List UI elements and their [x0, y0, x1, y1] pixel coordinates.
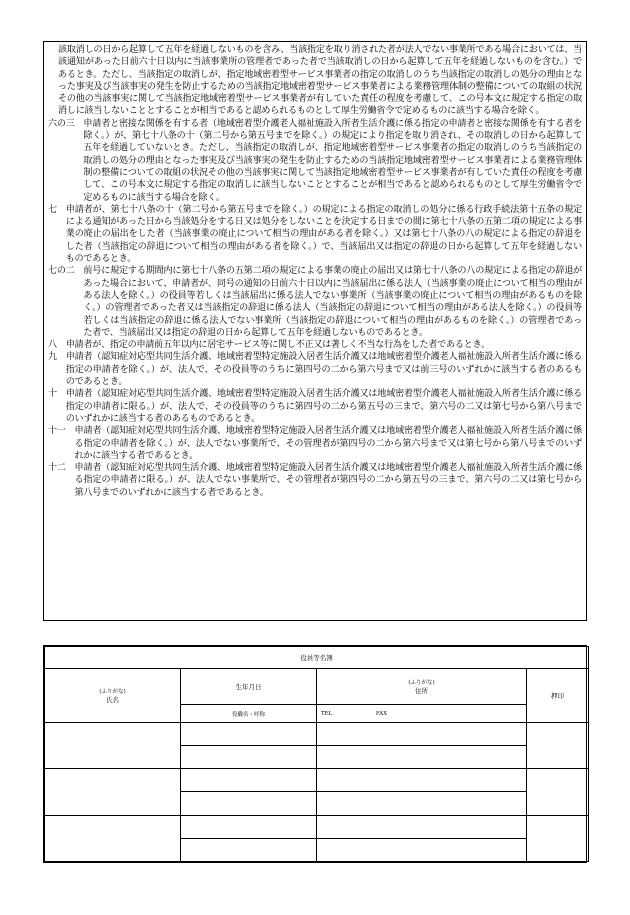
item-text: 申請者（認知症対応型共同生活介護、地域密着型特定施設入居者生活介護又は地域密着型介護老人福祉施設入所者生活介護に係る指定の申請者に限る。）が、法人でない事業所で、その管理者が第四号の二から第五号の三まで、第六号の二又は第七号から第八号までのいずれかに該当する者であるとき。	[74, 463, 582, 498]
item-text: 申請者（認知症対応型共同生活介護、地域密着型特定施設入居者生活介護又は地域密着型介護老人福祉施設入所者生活介護に係る指定の申請者を除く。）が、法人でない事業所で、その管理者が第四号の二から第六号まで又は第七号から第八号までのいずれかに該当する者であるとき。	[74, 426, 582, 461]
officer-seal-cell[interactable]	[527, 815, 589, 861]
officer-name-cell[interactable]	[45, 769, 181, 815]
officer-row	[45, 769, 589, 792]
address-label: 住所	[415, 687, 428, 695]
item-text: 申請者が、指定の申請前五年以内に居宅サービス等に関し不正又は著しく不当な行為をした者であるとき。	[65, 340, 490, 351]
item-number: 七の二	[48, 266, 84, 277]
officer-birthdate-cell[interactable]	[181, 723, 317, 746]
item-text: 申請者（認知症対応型共同生活介護、地域密着型特定施設入居者生活介護又は地域密着型介護老人福祉施設入所者生活介護に係る指定の申請者に限る。）が、法人で、その役員等のうちに第四号の二から第五号の三まで、第六号の二又は第七号から第八号までのいずれかに該当する者のあるものであるとき。	[65, 389, 582, 424]
officer-address-cell[interactable]	[317, 723, 527, 746]
name-label: 氏名	[106, 696, 119, 704]
item-text: 申請者（認知症対応型共同生活介護、地域密着型特定施設入居者生活介護又は地域密着型介護老人福祉施設入所者生活介護に係る指定の申請者を除く。）が、法人で、その役員等のうちに第四号の二から第六号まで又は前三号のいずれかに該当する者のあるものであるとき。	[65, 352, 582, 388]
officer-address-cell[interactable]	[317, 815, 527, 838]
requirement-item	[48, 351, 582, 388]
tel-label: TEL	[321, 710, 333, 717]
item-text: 申請者が、第七十八条の十（第二号から第五号までを除く。）の規定による指定の取消しの処分に係る行政手続法第十五条の規定による通知があった日から当該処分をする日又は処分をしないことを決定する日までの間に第七十八条の五第二項の規定による事業の廃止の届出をした者（当該事業の廃止について相当の理由がある者を除く。）又は第七十八条の八の規定による指定の辞退をした者（当該指定の辞退について相当の理由がある者を除く。）で、当該届出又は指定の辞退の日から起算して五年を経過しないものであるとき。	[65, 204, 582, 265]
officer-name-cell[interactable]	[45, 815, 181, 861]
tel-fax-header	[317, 705, 527, 723]
officer-row	[45, 723, 589, 746]
name-furigana: (ふりがな)	[99, 689, 126, 695]
item-number: 七	[48, 204, 66, 215]
officer-birthdate-cell[interactable]	[181, 815, 317, 838]
requirement-item	[48, 425, 582, 462]
requirement-item	[48, 204, 582, 265]
officer-birthdate-cell[interactable]	[181, 769, 317, 792]
name-header	[45, 669, 181, 723]
officer-telfax-cell[interactable]	[317, 838, 527, 861]
requirement-item	[48, 339, 582, 351]
officer-telfax-cell[interactable]	[317, 746, 527, 769]
fax-label: FAX	[375, 710, 388, 717]
item-text: 前号に規定する期間内に第七十八条の五第二項の規定による事業の廃止の届出又は第七十八条の八の規定による指定の辞退があった場合において、申請者が、同号の通知の日前六十日以内に当該届出に係る法人（当該事業の廃止について相当の理由がある法人を除く。）の役員等若しくは当該届出に係る法人でない事業所（当該事業の廃止について相当の理由があるものを除く。）の管理者であった者又は当該指定の辞退に係る法人（当該指定の辞退について相当の理由がある法人を除く。）の役員等若しくは当該指定の辞退に係る法人でない事業所（当該指定の辞退について相当の理由があるものを除く。）の管理者であった者で、当該届出又は指定の辞退の日から起算して五年を経過しないものであるとき。	[83, 266, 582, 338]
requirement-items	[48, 118, 582, 499]
officer-seal-cell[interactable]	[527, 769, 589, 815]
requirement-item	[48, 388, 582, 425]
officer-position-cell[interactable]	[181, 746, 317, 769]
birthdate-header: 生年月日	[181, 669, 317, 705]
requirement-item	[48, 462, 582, 499]
officer-position-cell[interactable]	[181, 838, 317, 861]
item-number: 六の三	[48, 118, 84, 129]
item-text: 申請者と密接な関係を有する者（地域密着型介護老人福祉施設入所者生活介護に係る指定の申請者と密接な関係を有する者を除く。）が、第七十八条の十（第二号から第五号までを除く。）の規定により指定を取り消され、その取消しの日から起算して五年を経過していないとき。ただし、当該指定の取消しが、指定地域密着型サービス事業者の指定の取消しのうち当該指定の取消しの処分の理由となった事実及び当該事実の発生を防止するための当該指定地域密着型サービス事業者による業務管理体制の整備についての取組の状況その他の当該事実に関して当該指定地域密着型サービス事業者が有していた責任の程度を考慮して、この号本文に規定する指定の取消しに該当しないこととすることが相当であると認められるものとして厚生労働省令で定めるものに該当する場合を除く。	[83, 118, 582, 203]
officer-position-cell[interactable]	[181, 792, 317, 815]
officer-address-cell[interactable]	[317, 769, 527, 792]
requirement-item	[48, 265, 582, 339]
item-number: 十二	[48, 463, 75, 474]
requirement-item	[48, 118, 582, 204]
seal-header: 押印	[527, 669, 589, 723]
officer-table-title: 役員等名簿	[45, 647, 589, 669]
item-number: 八	[48, 340, 66, 351]
item-number: 十	[48, 389, 66, 400]
officer-list-table	[43, 645, 587, 863]
position-header: 役職名・呼称	[181, 705, 317, 723]
officer-telfax-cell[interactable]	[317, 792, 527, 815]
requirements-text-box	[43, 41, 587, 621]
officer-row	[45, 815, 589, 838]
lead-paragraph: 該取消しの日から起算して五年を経過しないものを含み、当該指定を取り消された者が法人でない事業所である場合においては、当該通知があった日前六十日以内に当該事業所の管理者であった者で当該取消しの日から起算して五年を経過しないものを含む。）であるとき。ただし、当該指定の取消しが、指定地域密着型サービス事業者の指定の取消しのうち当該指定の取消しの処分の理由となった事実及び当該事実の発生を防止するための当該指定地域密着型サービス事業者による業務管理体制の整備についての取組の状況その他の当該事実に関して当該指定地域密着型サービス事業者が有していた責任の程度を考慮して、この号本文に規定する指定の取消しに該当しないこととすることが相当であると認められるものとして厚生労働省令で定めるものに該当する場合を除く。	[58, 45, 582, 117]
address-furigana: (ふりがな)	[408, 680, 435, 686]
item-number: 十一	[48, 426, 75, 437]
officer-seal-cell[interactable]	[527, 723, 589, 769]
item-number: 九	[48, 352, 66, 363]
officer-name-cell[interactable]	[45, 723, 181, 769]
address-header	[317, 669, 527, 705]
